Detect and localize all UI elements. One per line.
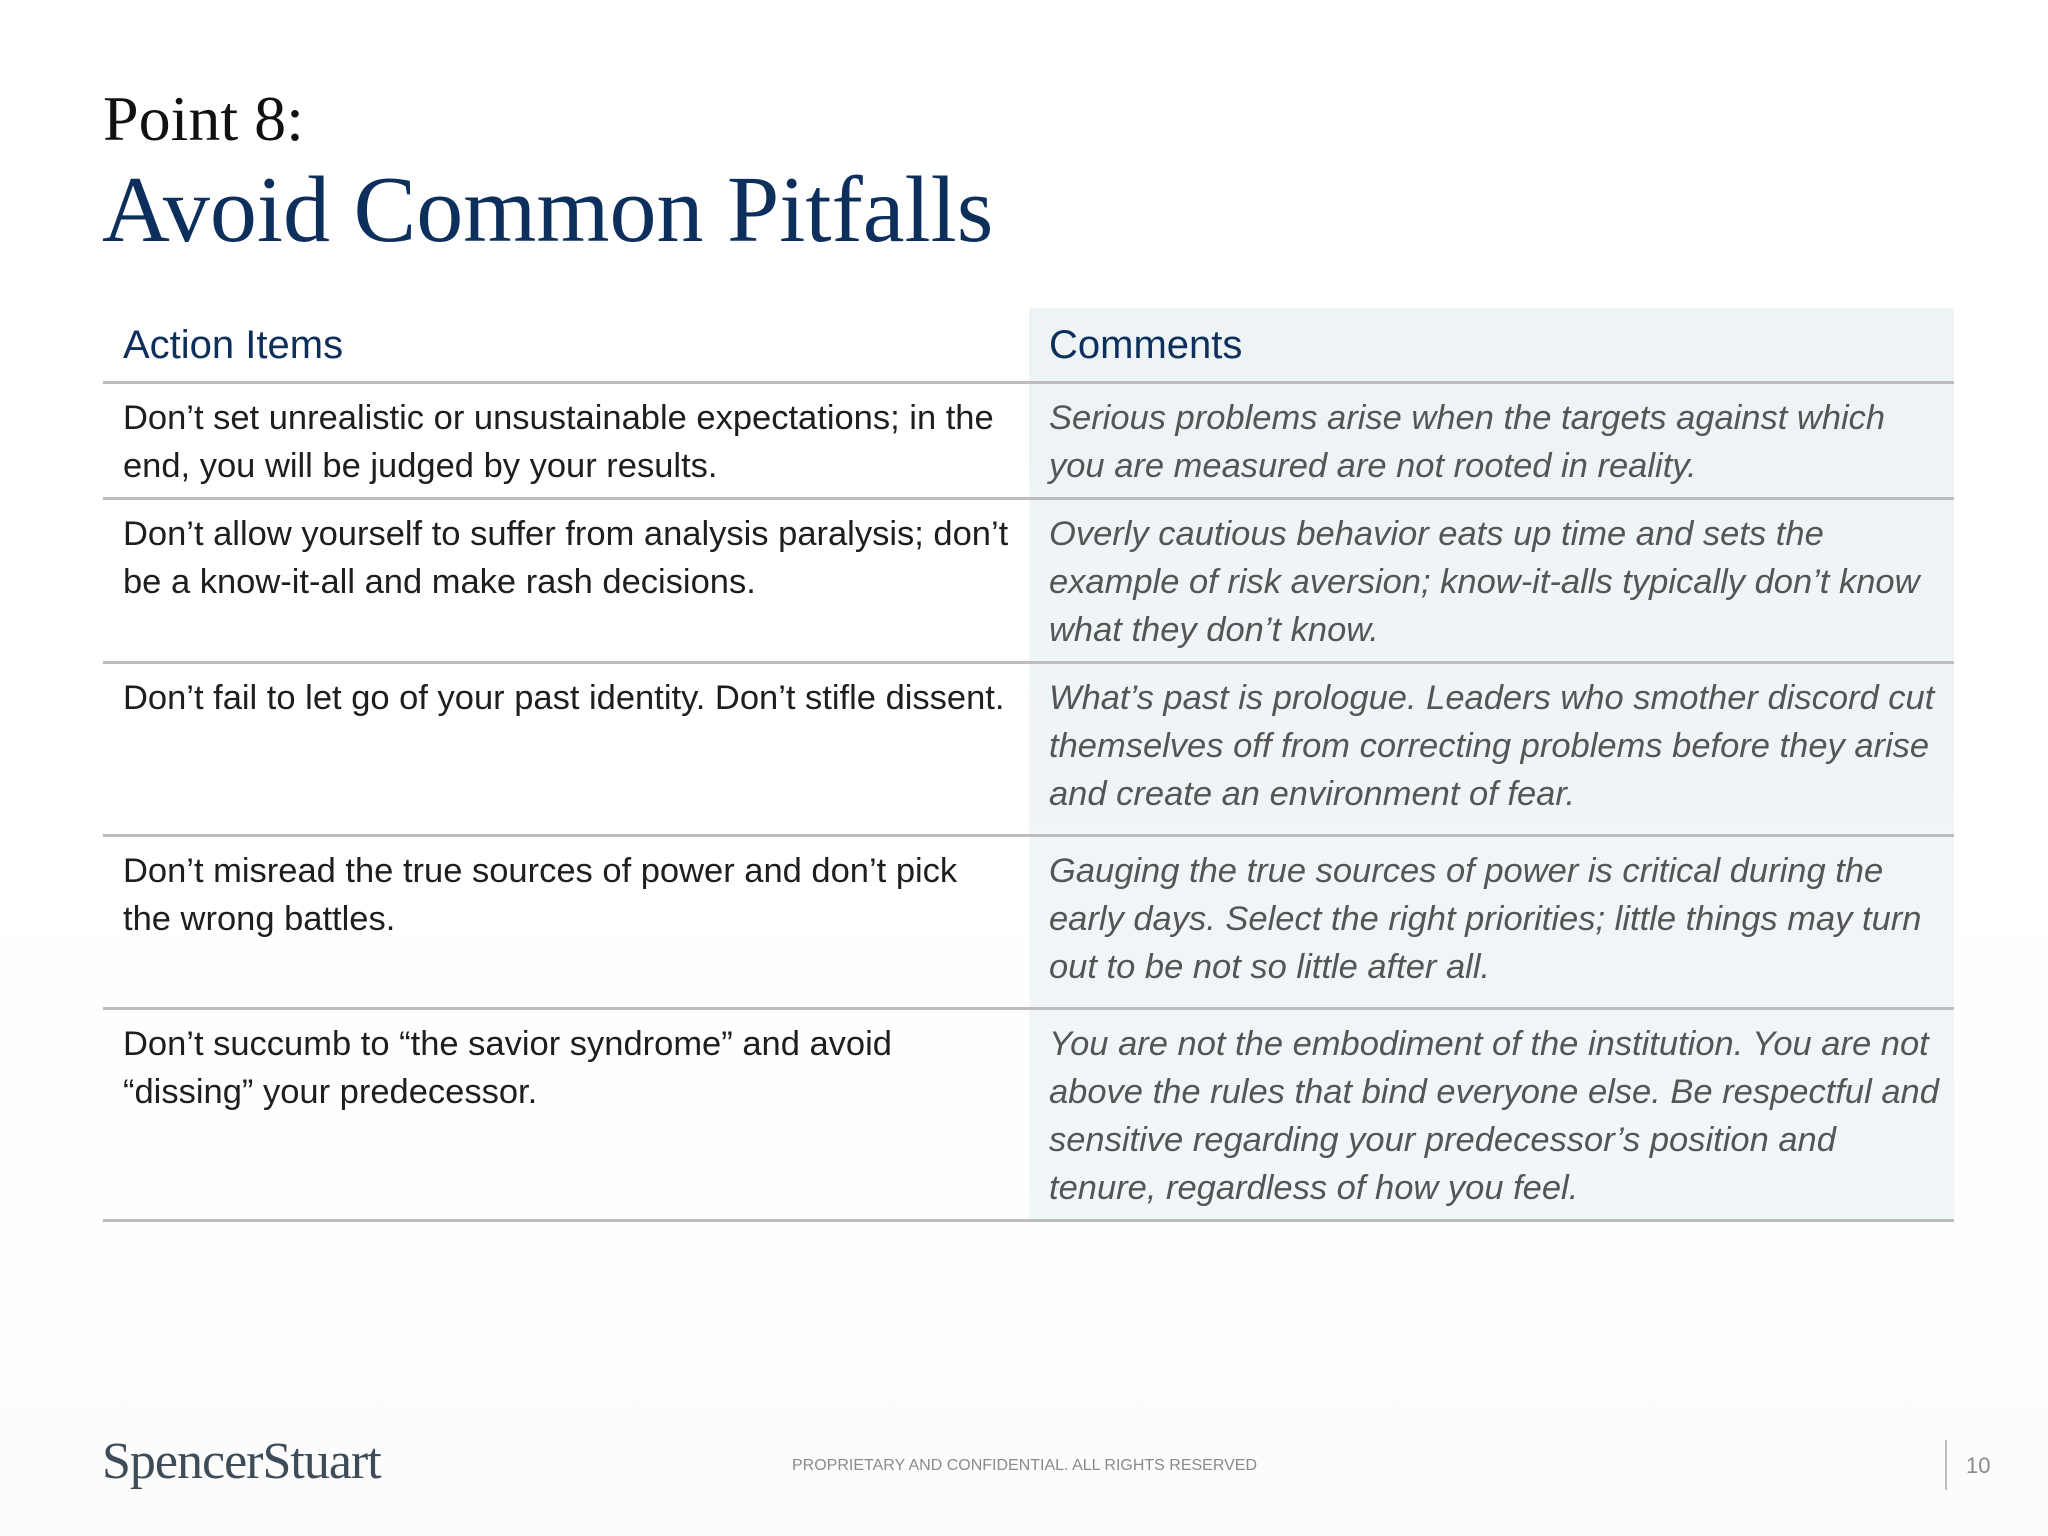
header-divider [103, 381, 1954, 384]
row-divider [103, 1007, 1954, 1010]
header-comments: Comments [1049, 323, 1243, 367]
row-2-comment: Overly cautious behavior eats up time and sets the example of risk aversion; know-it-alls typically don’t know what they don’t know. [1049, 515, 1920, 649]
table-bottom-border [103, 1219, 1954, 1222]
row-4-action: Don’t misread the true sources of power and don’t pick the wrong battles. [123, 852, 958, 938]
confidentiality-notice: PROPRIETARY AND CONFIDENTIAL. ALL RIGHTS RESERVED [792, 1457, 1258, 1474]
row-3-action: Don’t fail to let go of your past identity. Don’t stifle dissent. [123, 679, 1005, 717]
row-3-comment: What’s past is prologue. Leaders who smother discord cut themselves off from correcting problems before they arise and create an environment of fear. [1049, 679, 1935, 813]
row-2-action: Don’t allow yourself to suffer from analysis paralysis; don’t be a know-it-all and make rash decisions. [123, 515, 1009, 601]
slide-title: Avoid Common Pitfalls [102, 158, 994, 262]
header-action-items: Action Items [123, 323, 344, 367]
row-divider [103, 661, 1954, 664]
row-4-comment: Gauging the true sources of power is critical during the early days. Select the right priorities; little things may turn out to be not so little after all. [1049, 852, 1922, 986]
page-number: 10 [1966, 1453, 1991, 1478]
row-1-comment: Serious problems arise when the targets against which you are measured are not rooted in reality. [1049, 399, 1886, 485]
slide-subtitle: Point 8: [103, 83, 304, 154]
row-5-comment: You are not the embodiment of the institution. You are not above the rules that bind everyone else. Be respectful and sensitive regarding your predecessor’s position and tenure, regardless of how you feel. [1049, 1025, 1939, 1207]
row-divider [103, 497, 1954, 500]
row-divider [103, 834, 1954, 837]
footer-divider [1945, 1440, 1947, 1490]
row-5-action: Don’t succumb to “the savior syndrome” and avoid “dissing” your predecessor. [123, 1025, 892, 1111]
company-logo: SpencerStuart [102, 1433, 381, 1490]
row-1-action: Don’t set unrealistic or unsustainable expectations; in the end, you will be judged by your results. [123, 399, 994, 485]
